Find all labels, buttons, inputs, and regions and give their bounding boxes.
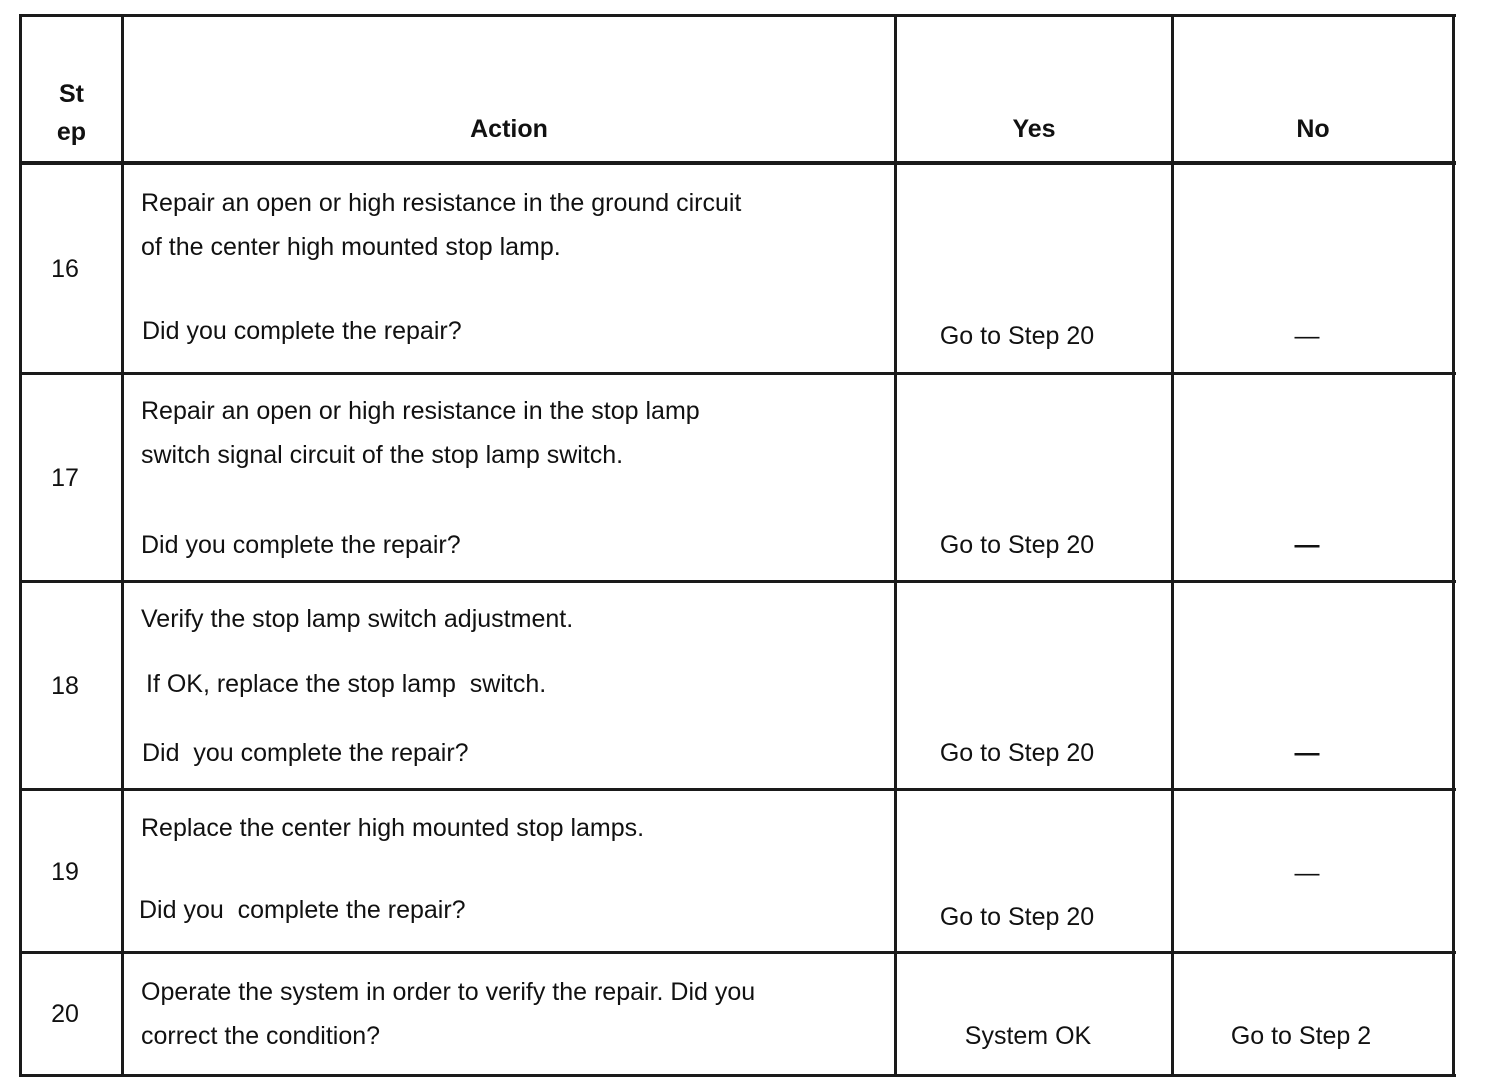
step-number: 18 <box>51 672 79 700</box>
step-number: 16 <box>51 255 79 283</box>
header-yes: Yes <box>1012 115 1056 143</box>
no-result: — <box>1294 531 1320 559</box>
action-text: Verify the stop lamp switch adjustment. <box>141 605 574 633</box>
row-divider <box>19 580 1456 583</box>
yes-result: System OK <box>964 1022 1092 1050</box>
action-text: correct the condition? <box>141 1022 381 1050</box>
action-text: Operate the system in order to verify the repair. Did you <box>141 978 756 1006</box>
header-step-line1: St <box>59 80 84 108</box>
column-divider <box>121 14 124 1077</box>
header-step-line2: ep <box>56 118 87 146</box>
action-text: If OK, replace the stop lamp switch. <box>146 670 547 698</box>
step-number: 19 <box>51 858 79 886</box>
no-result: — <box>1294 739 1320 767</box>
action-text: of the center high mounted stop lamp. <box>141 233 561 261</box>
table-border-right <box>1452 14 1455 1077</box>
step-number: 17 <box>51 464 79 492</box>
yes-result: Go to Step 20 <box>939 739 1095 767</box>
action-text: Repair an open or high resistance in the stop lamp <box>141 397 700 425</box>
step-number: 20 <box>51 1000 79 1028</box>
yes-result: Go to Step 20 <box>939 322 1095 350</box>
table-border-left <box>19 14 22 1077</box>
row-divider <box>19 372 1456 375</box>
table-border-bottom <box>19 1074 1456 1077</box>
action-text: Repair an open or high resistance in the ground circuit <box>141 189 742 217</box>
header-no: No <box>1296 115 1330 143</box>
yes-result: Go to Step 20 <box>939 903 1095 931</box>
row-divider <box>19 788 1456 791</box>
header-divider <box>19 161 1456 165</box>
no-result: Go to Step 2 <box>1230 1022 1372 1050</box>
action-question: Did you complete the repair? <box>141 531 461 559</box>
action-question: Did you complete the repair? <box>142 739 469 767</box>
header-action: Action <box>470 115 548 143</box>
action-text: switch signal circuit of the stop lamp switch. <box>141 441 624 469</box>
yes-result: Go to Step 20 <box>939 531 1095 559</box>
row-divider <box>19 951 1456 954</box>
action-question: Did you complete the repair? <box>142 317 462 345</box>
action-text: Replace the center high mounted stop lamps. <box>141 814 645 842</box>
action-question: Did you complete the repair? <box>139 896 466 924</box>
no-result: — <box>1294 322 1320 350</box>
header-step <box>22 75 121 151</box>
no-result: — <box>1294 859 1320 887</box>
table-border-top <box>19 14 1456 17</box>
